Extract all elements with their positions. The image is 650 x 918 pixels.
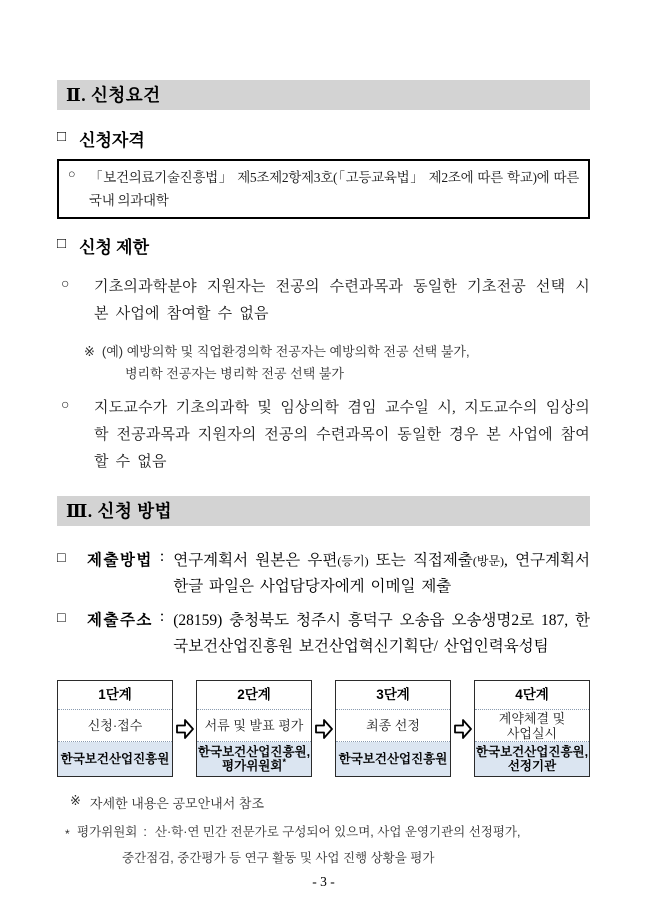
qualification-box xyxy=(57,159,590,219)
submit-address-label: 제출주소 xyxy=(87,612,153,629)
asterisk-footnote-mark: * xyxy=(65,827,70,841)
restriction-heading-label: 신청 제한 xyxy=(79,238,150,257)
section-bar-method xyxy=(57,496,590,526)
process-step-4-action-line2: 사업실시 xyxy=(506,725,558,741)
process-step-2-title: 2단계 xyxy=(197,681,311,710)
section-requirements-title: Ⅱ. 신청요건 xyxy=(66,85,161,105)
restriction-bullet-1 xyxy=(57,274,590,328)
submit-method-paren2: (방문) xyxy=(472,554,505,568)
process-step-4-action xyxy=(475,710,589,742)
process-step-2-action-text: 서류 및 발표 평가 xyxy=(204,718,304,733)
circle-bullet-icon: ○ xyxy=(61,398,70,413)
reference-mark-icon: ※ xyxy=(84,344,95,359)
circle-bullet-icon: ○ xyxy=(68,167,76,181)
process-step-1-action xyxy=(58,710,172,742)
process-step-4-actor2-text: 선정기관 xyxy=(507,759,557,773)
process-step-3 xyxy=(335,680,451,777)
process-step-1-action-text: 신청·접수 xyxy=(87,718,143,733)
qualification-heading xyxy=(57,126,590,151)
qualification-box-text: 「보건의료기술진흥법」 제5조제2항제3호(「고등교육법」 제2조에 따른 학교)에 따른 국내 의과대학 xyxy=(89,170,579,208)
process-step-1-title: 1단계 xyxy=(58,681,172,710)
committee-footnote-line-1-text: 산·학·연 민간 전문가로 구성되어 있으며, 사업 운영기관의 선정평가, xyxy=(154,825,521,839)
committee-footnote-line-1 xyxy=(65,820,590,846)
asterisk-footnote-mark: * xyxy=(282,756,286,767)
application-process-diagram xyxy=(57,680,590,777)
process-step-4-actor-text: 한국보건산업진흥원, xyxy=(475,745,589,759)
submit-method-text xyxy=(173,548,590,600)
circle-bullet-icon: ○ xyxy=(61,277,70,292)
restriction-example-line-1-text: (예) 예방의학 및 직업환경의학 전공자는 예방의학 전공 선택 불가, xyxy=(101,344,470,359)
qualification-box-item xyxy=(68,166,579,212)
process-step-4-actor xyxy=(475,742,589,776)
process-step-3-actor-text: 한국보건산업진흥원 xyxy=(338,752,448,766)
section-bar-requirements xyxy=(57,80,590,110)
process-step-3-title: 3단계 xyxy=(336,681,450,710)
square-bullet-icon: □ xyxy=(57,610,66,626)
page-number: - 3 - xyxy=(312,874,335,889)
square-bullet-icon: □ xyxy=(57,550,66,566)
process-step-2-action xyxy=(197,710,311,742)
square-bullet-icon: □ xyxy=(57,236,67,252)
process-arrow-2 xyxy=(312,680,335,777)
submit-method-text-part1: 연구계획서 원본은 우편 xyxy=(173,552,338,569)
reference-mark-icon: ※ xyxy=(70,793,81,808)
right-arrow-icon xyxy=(175,716,195,742)
square-bullet-icon: □ xyxy=(57,129,67,145)
process-step-3-actor xyxy=(336,742,450,776)
qualification-heading-label: 신청자격 xyxy=(79,131,145,150)
process-step-3-action-text: 최종 선정 xyxy=(366,718,420,733)
process-step-3-action xyxy=(336,710,450,742)
submit-method-text-part3: , 연구계획서 한글 파일은 사업담당자에게 이메일 제출 xyxy=(173,552,591,595)
process-step-2-actor2-text xyxy=(197,756,311,773)
committee-footnote-label: 평가위원회 xyxy=(77,825,138,839)
submit-method-paren1: (등기) xyxy=(337,554,369,568)
submit-address-separator: : xyxy=(159,608,165,625)
submit-method-separator: : xyxy=(159,548,165,565)
see-guideline-note-text: 자세한 내용은 공모안내서 참조 xyxy=(89,796,264,811)
restriction-heading xyxy=(57,233,590,258)
process-step-1-actor xyxy=(58,742,172,776)
process-step-4 xyxy=(474,680,590,777)
process-step-4-title: 4단계 xyxy=(475,681,589,710)
process-step-2 xyxy=(196,680,312,777)
process-step-4-action-line1: 계약체결 및 xyxy=(498,710,566,726)
process-step-2-actor xyxy=(197,742,311,776)
submit-address-row xyxy=(57,608,590,660)
submit-address-text: (28159) 충청북도 청주시 흥덕구 오송읍 오송생명2로 187, 한국보건산업진흥원 보건산업혁신기획단/ 산업인력육성팀 xyxy=(173,612,590,655)
see-guideline-note xyxy=(70,793,590,812)
restriction-bullet-2 xyxy=(57,395,590,476)
submit-method-row xyxy=(57,548,590,600)
committee-footnote-separator: : xyxy=(143,825,147,839)
restriction-example-note xyxy=(84,341,590,385)
right-arrow-icon xyxy=(453,716,473,742)
process-step-2-actor-text: 한국보건산업진흥원, xyxy=(197,745,311,759)
submit-method-text-part2: 또는 직접제출 xyxy=(368,552,473,569)
process-arrow-1 xyxy=(173,680,196,777)
committee-footnote xyxy=(65,820,590,870)
committee-footnote-line-2: 중간점검, 중간평가 등 연구 활동 및 사업 진행 상황을 평가 xyxy=(122,851,435,865)
section-method-title: Ⅲ. 신청 방법 xyxy=(66,501,173,521)
restriction-example-line-1 xyxy=(84,341,590,363)
process-arrow-3 xyxy=(451,680,474,777)
process-step-2-actor2-label: 평가위원회 xyxy=(222,759,283,773)
submit-method-label: 제출방법 xyxy=(87,552,153,569)
restriction-example-line-2: 병리학 전공자는 병리학 전공 선택 불가 xyxy=(125,366,344,381)
process-step-1 xyxy=(57,680,173,777)
right-arrow-icon xyxy=(314,716,334,742)
restriction-bullet-2-text: 지도교수가 기초의과학 및 임상의학 겸임 교수일 시, 지도교수의 임상의학 전공과목과 지원자의 전공의 수련과목이 동일한 경우 본 사업에 참여할 수 없음 xyxy=(94,400,590,470)
process-step-1-actor-text: 한국보건산업진흥원 xyxy=(60,752,170,766)
restriction-bullet-1-text: 기초의과학분야 지원자는 전공의 수련과목과 동일한 기초전공 선택 시 본 사업에 참여할 수 없음 xyxy=(94,279,590,322)
